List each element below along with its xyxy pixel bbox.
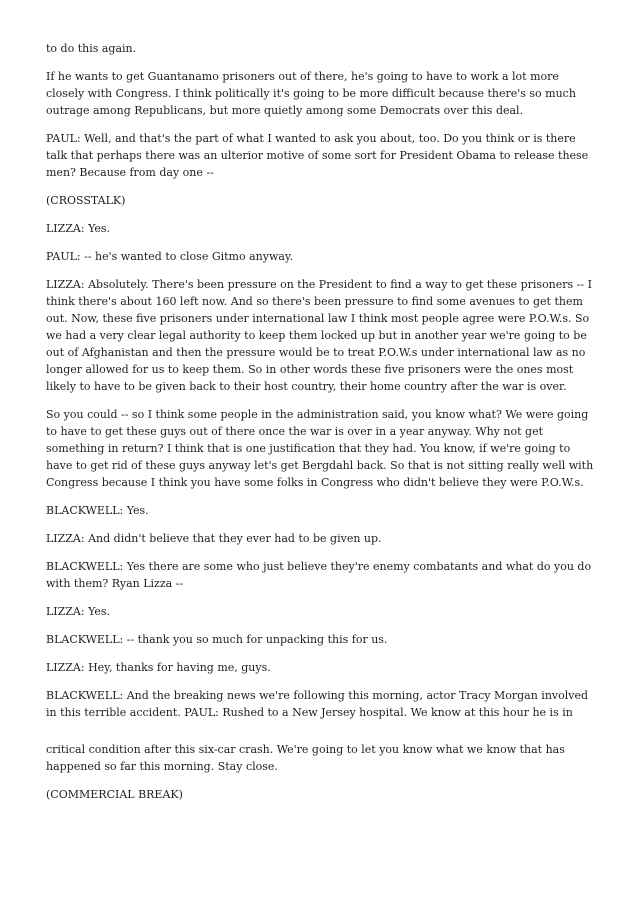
paragraph-guantanamo: If he wants to get Guantanamo prisoners out of there, he's going to have to work a lot more closely with Congress. I think politically it's going to be more difficult because there's so much outrage among Republicans, but more quietly among some Democrats over this deal.: [46, 70, 576, 117]
paragraph-paul-question: PAUL: Well, and that's the part of what I wanted to ask you about, too. Do you think or is there talk that perhaps there was an ulterior motive of some sort for President Obama to release these men? Because from day one --: [46, 132, 589, 179]
paragraph-lizza-absolutely: LIZZA: Absolutely. There's been pressure on the President to find a way to get these prisoners -- I think there's about 160 left now. And so there's been pressure to find some avenues to get them out. Now, these five prisoners under international law I think most people agree were P.O.W.s. So we had a very clear legal authority to keep them locked up but in another year we're going to be out of Afghanistan and then the pressure would be to treat P.O.W.s under international law as no longer allowed for us to keep them. So in other words these five prisoners were the ones most likely to have to be given back to their host country, their home country after the war is over.: [46, 278, 592, 393]
paragraph-lizza-thanks: LIZZA: Hey, thanks for having me, guys.: [46, 661, 271, 674]
paragraph-lizza-yes: LIZZA: Yes.: [46, 222, 111, 235]
paragraph-blackwell-yes: BLACKWELL: Yes.: [46, 504, 149, 517]
paragraph-crosstalk: (CROSSTALK): [46, 194, 126, 207]
paragraph-blackwell-thanks: BLACKWELL: -- thank you so much for unpacking this for us.: [46, 633, 388, 646]
transcript-page: [46, 40, 598, 814]
paragraph-blackwell-combatants: BLACKWELL: Yes there are some who just believe they're enemy combatants and what do you do with them? Ryan Lizza --: [46, 560, 592, 590]
paragraph-lizza-so-you-could: So you could -- so I think some people in the administration said, you know what? We were going to have to get these guys out of there once the war is over in a year anyway. Why not get something in return? I think that is one justification that they had. You know, if we're going to have to get rid of these guys anyway let's get Bergdahl back. So that is not sitting really well with Congress because I think you have some folks in Congress who didn't believe they were P.O.W.s.: [46, 408, 594, 489]
paragraph-critical-condition: critical condition after this six-car crash. We're going to let you know what we know that has happened so far this morning. Stay close.: [46, 743, 565, 773]
paragraph-lizza-given-up: LIZZA: And didn't believe that they ever had to be given up.: [46, 532, 382, 545]
paragraph-continuation: to do this again.: [46, 42, 137, 55]
paragraph-breaking-news: BLACKWELL: And the breaking news we're following this morning, actor Tracy Morgan involved in this terrible accident. PAUL: Rushed to a New Jersey hospital. We know at this hour he is in: [46, 689, 589, 719]
paragraph-lizza-yes-2: LIZZA: Yes.: [46, 605, 111, 618]
paragraph-commercial-break: (COMMERCIAL BREAK): [46, 788, 183, 801]
paragraph-paul-gitmo: PAUL: -- he's wanted to close Gitmo anyway.: [46, 250, 294, 263]
